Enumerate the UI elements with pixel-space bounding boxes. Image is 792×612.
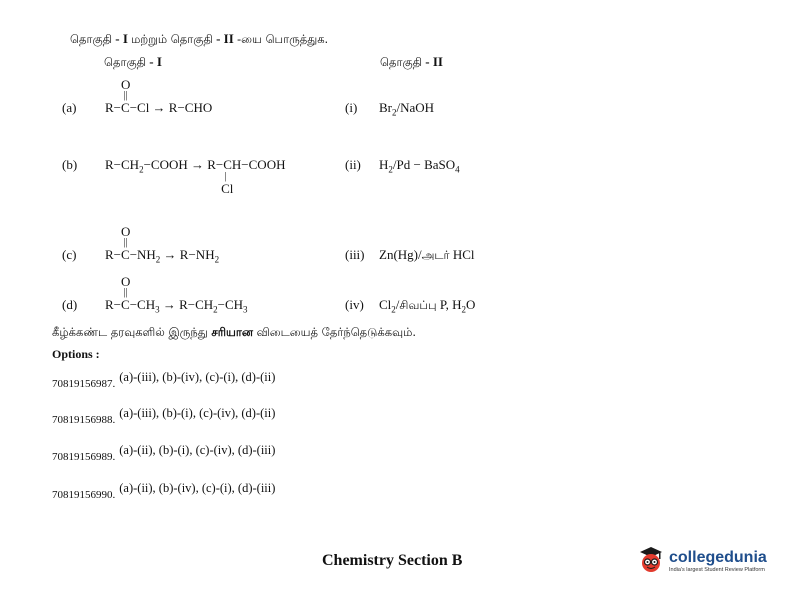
oxygen-atom: O bbox=[121, 224, 131, 239]
item-label: (b) bbox=[62, 157, 78, 172]
subscript: 2 bbox=[139, 164, 144, 175]
substituted-carbon bbox=[221, 157, 242, 196]
carbon-atom: CH bbox=[223, 157, 242, 172]
carbon-atom: C bbox=[121, 247, 130, 262]
option-text: (a)-(ii), (b)-(iv), (c)-(i), (d)-(iii) bbox=[119, 481, 276, 495]
reagent-text: P, H bbox=[436, 297, 462, 312]
carbonyl-carbon bbox=[121, 274, 131, 313]
list2-header bbox=[380, 53, 443, 71]
instruction-num-1: - I bbox=[112, 31, 132, 46]
list1-item-c bbox=[62, 247, 76, 263]
list1-item-b bbox=[62, 157, 77, 173]
option-2[interactable] bbox=[52, 404, 276, 426]
subscript: 3 bbox=[155, 304, 160, 315]
reaction-a bbox=[105, 77, 213, 116]
choose-text-bold: சரியான bbox=[211, 325, 253, 339]
graduate-mascot-icon bbox=[636, 544, 666, 578]
instruction-num-2: - II bbox=[212, 31, 238, 46]
footer-section-title: Chemistry Section B bbox=[322, 552, 463, 569]
reagent-text: /Pd − BaSO bbox=[392, 157, 456, 172]
carbon-atom: C bbox=[121, 100, 130, 115]
reaction-text: → R−CH bbox=[159, 297, 214, 312]
list2-header-word: தொகுதி bbox=[380, 55, 423, 69]
list2-item-ii bbox=[345, 157, 460, 175]
reagent-text: H bbox=[379, 157, 389, 172]
reaction-text: R− bbox=[105, 247, 122, 262]
subscript: 4 bbox=[455, 164, 460, 175]
subscript: 2 bbox=[461, 304, 466, 315]
list2-header-num: - II bbox=[422, 54, 443, 69]
item-label: (i) bbox=[345, 100, 358, 115]
logo-tagline: India's largest Student Review Platform bbox=[669, 567, 765, 573]
reaction-text: −COOH → R− bbox=[143, 157, 224, 172]
reaction-b bbox=[105, 157, 286, 196]
subscript: 2 bbox=[155, 254, 161, 265]
subscript: 3 bbox=[243, 304, 248, 315]
reaction-text: R−CH bbox=[105, 157, 140, 172]
instruction-mid: மற்றும் தொகுதி bbox=[131, 32, 213, 46]
option-4[interactable] bbox=[52, 479, 276, 501]
oxygen-atom: O bbox=[121, 77, 131, 92]
item-label: (iv) bbox=[345, 297, 364, 312]
double-bond: || bbox=[123, 90, 128, 101]
double-bond: || bbox=[123, 287, 128, 298]
carbonyl-carbon bbox=[121, 77, 131, 116]
reagent-text: / bbox=[395, 297, 400, 312]
reaction-text: −CH bbox=[129, 297, 156, 312]
reaction-text: −CH bbox=[217, 297, 244, 312]
list1-header-num: - I bbox=[146, 54, 162, 69]
options-label: Options : bbox=[52, 347, 100, 361]
chlorine-atom: Cl bbox=[221, 181, 234, 196]
reagent-text: Br bbox=[379, 100, 392, 115]
list1-header-word: தொகுதி bbox=[104, 55, 147, 69]
list1-header bbox=[104, 53, 162, 71]
subscript: 2 bbox=[213, 304, 218, 315]
reaction-c bbox=[105, 224, 220, 265]
reagent-text: HCl bbox=[449, 247, 475, 262]
reaction-d bbox=[105, 274, 248, 315]
reaction-text: R− bbox=[105, 297, 122, 312]
option-3[interactable] bbox=[52, 441, 276, 463]
reagent-tamil: சிவப்பு bbox=[399, 298, 437, 312]
option-id: 70819156987. bbox=[52, 378, 116, 390]
subscript: 2 bbox=[388, 164, 393, 175]
reaction-text: −Cl → R−CHO bbox=[129, 100, 213, 115]
choose-text: விடையைத் தேர்ந்தெடுக்கவும். bbox=[253, 325, 417, 339]
list1-item-d bbox=[62, 297, 77, 313]
carbonyl-carbon bbox=[121, 224, 131, 263]
carbon-atom: C bbox=[121, 297, 130, 312]
option-text: (a)-(ii), (b)-(i), (c)-(iv), (d)-(iii) bbox=[119, 443, 276, 457]
list2-item-iii bbox=[345, 247, 474, 264]
logo-name: collegedunia bbox=[669, 549, 767, 566]
item-label: (ii) bbox=[345, 157, 361, 172]
option-text: (a)-(iii), (b)-(iv), (c)-(i), (d)-(ii) bbox=[119, 370, 276, 384]
item-label: (d) bbox=[62, 297, 78, 312]
option-id: 70819156989. bbox=[52, 451, 116, 463]
reagent-tamil: அடர் bbox=[421, 248, 450, 262]
choose-text: கீழ்க்கண்ட தரவுகளில் இருந்து bbox=[52, 325, 212, 339]
item-label: (iii) bbox=[345, 247, 365, 262]
reagent-text: O bbox=[466, 297, 476, 312]
subscript: 2 bbox=[391, 304, 396, 315]
reaction-text: → R−NH bbox=[160, 247, 215, 262]
list2-item-iv bbox=[345, 297, 475, 315]
subscript: 2 bbox=[392, 107, 397, 118]
reaction-text: −COOH bbox=[241, 157, 286, 172]
reagent-text: /NaOH bbox=[396, 100, 435, 115]
reagent-text: Cl bbox=[379, 297, 392, 312]
single-bond: | bbox=[224, 171, 227, 182]
double-bond: || bbox=[123, 237, 128, 248]
option-text: (a)-(iii), (b)-(i), (c)-(iv), (d)-(ii) bbox=[119, 406, 276, 420]
question-instruction bbox=[70, 30, 328, 48]
item-label: (a) bbox=[62, 100, 77, 115]
option-id: 70819156990. bbox=[52, 489, 116, 501]
oxygen-atom: O bbox=[121, 274, 131, 289]
option-id: 70819156988. bbox=[52, 414, 116, 426]
reagent-text: Zn(Hg)/ bbox=[379, 247, 422, 262]
list1-item-a bbox=[62, 100, 76, 116]
list2-item-i bbox=[345, 100, 434, 118]
reaction-text: R− bbox=[105, 100, 122, 115]
instruction-suffix: -யை பொருத்துக. bbox=[237, 32, 329, 46]
reaction-text: −NH bbox=[129, 247, 156, 262]
option-1[interactable] bbox=[52, 368, 276, 390]
collegedunia-logo bbox=[636, 544, 767, 578]
item-label: (c) bbox=[62, 247, 77, 262]
subscript: 2 bbox=[214, 254, 220, 265]
instruction-word-1: தொகுதி bbox=[70, 32, 113, 46]
choose-instruction bbox=[52, 325, 416, 341]
